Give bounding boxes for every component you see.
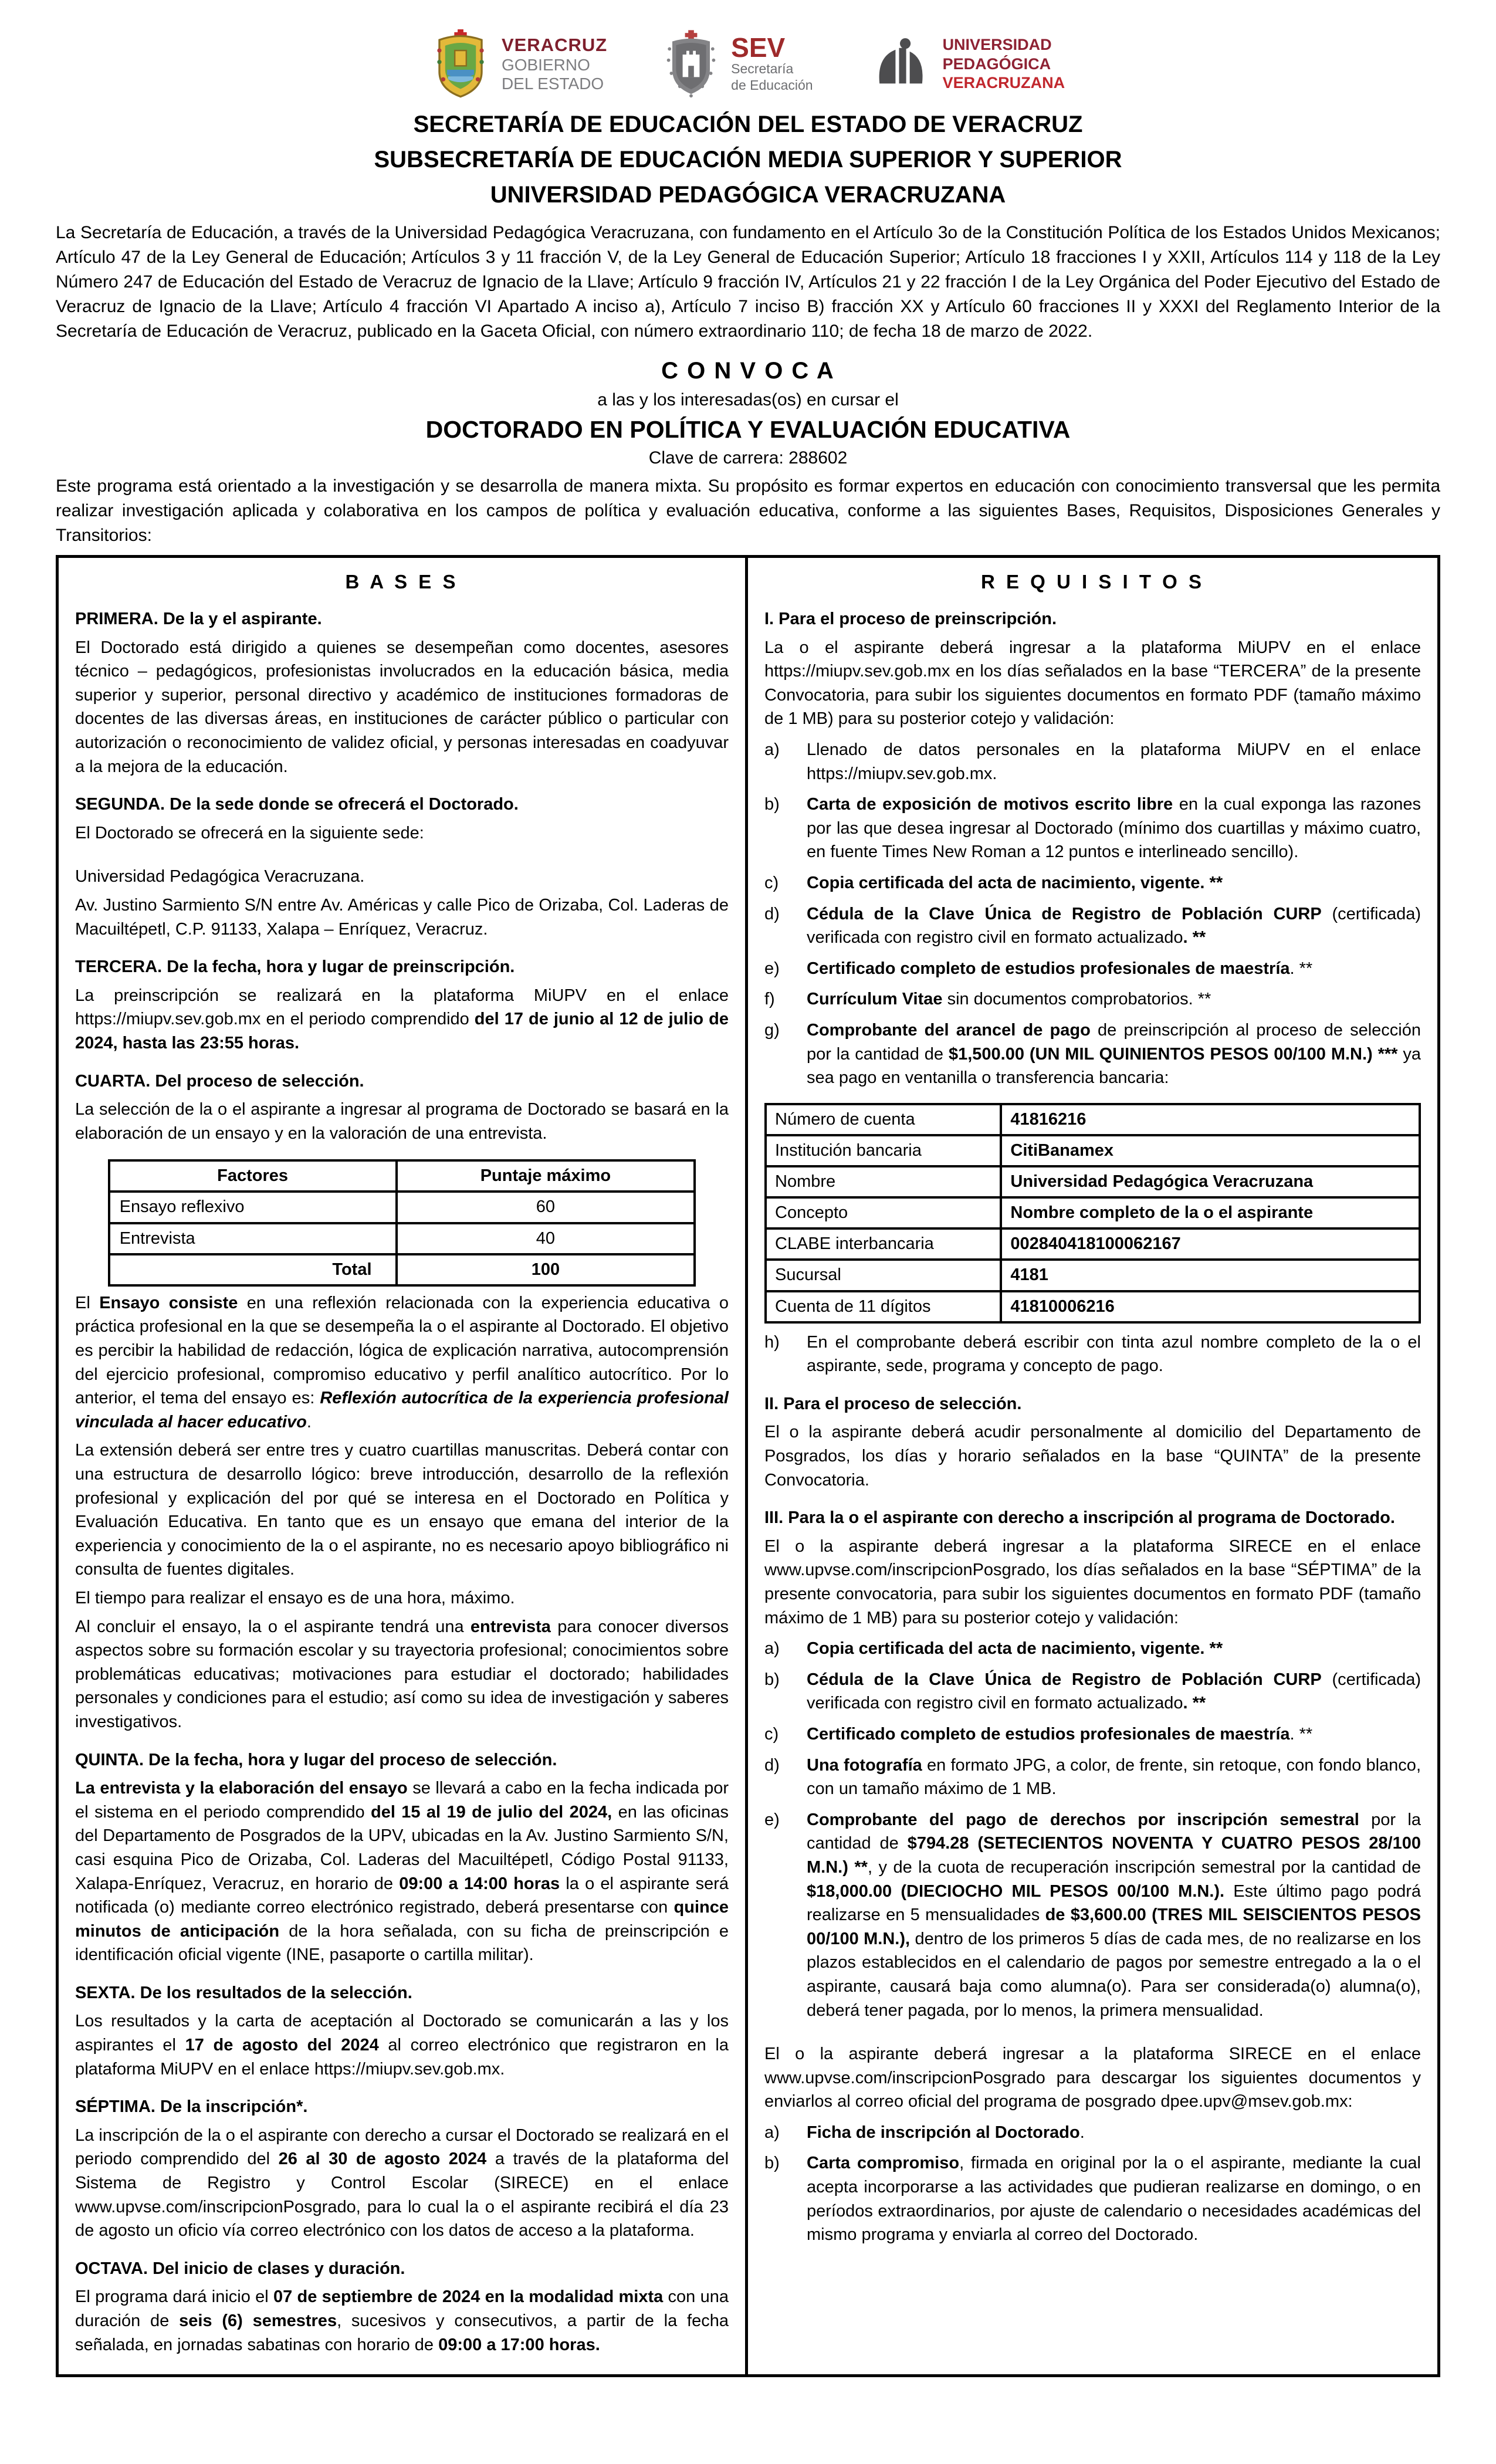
text-segment: Copia certificada del acta de nacimiento, vigente. <box>807 873 1205 892</box>
bank-value-cell: Nombre completo de la o el aspirante <box>1001 1197 1420 1228</box>
paragraph <box>75 1615 729 1734</box>
list-marker: b) <box>764 795 780 814</box>
list-item <box>764 987 1421 1011</box>
text-segment: ya sea pago en ventanilla o transferencia bancaria: <box>807 1044 1421 1088</box>
text-segment: (certificada) verificada con registro civil en formato actualizado <box>807 1670 1421 1713</box>
veracruz-gobierno-logo <box>431 29 607 99</box>
text-segment: . ** <box>1183 928 1206 947</box>
text-segment: $794.28 (SETECIENTOS NOVENTA Y CUATRO PESOS 28/100 M.N.) <box>807 1834 1421 1877</box>
text-segment: en la cual exponga las razones por las que desea ingresar al Doctorado (mínimo dos cuartillas y máximo cuatro, en fuente Times New Roman a 12 puntos e interlineado sencillo). <box>807 795 1421 862</box>
list-item-text <box>807 1754 1421 1801</box>
text-segment: Este último pago podrá realizarse en 5 mensualidades <box>807 1881 1421 1925</box>
text-segment: Ficha de inscripción al Doctorado <box>807 2123 1080 2142</box>
list-item-text <box>807 793 1421 864</box>
paragraph: El o la aspirante deberá ingresar a la plataforma SIRECE en el enlace www.upvse.com/inscripcionPosgrado, los días señalados en la base “SÉPTIMA” de la presente convocatoria, para subir los siguientes documentos en formato PDF (tamaño máximo de 1 MB) para su posterior cotejo y validación: <box>764 1536 1421 1627</box>
text-segment: Ensayo consiste <box>99 1293 238 1312</box>
text-segment: *** <box>1372 1044 1398 1064</box>
legal-foundation-paragraph: La Secretaría de Educación, a través de la Universidad Pedagógica Veracruzana, con fundamento en el Artículo 3o de la Constitución Política de los Estados Unidos Mexicanos; Artículo 47 de la Ley General de Educación; Artículos 3 y 11 fracción V, de la Ley General de Educación Superior; Artículo 18 fracciones I y XXII, Artículos 114 y 118 de la Ley Número 247 de Educación del Estado de Veracruz de Ignacio de la Llave; Artículo 9 fracción IV, Artículos 21 y 22 fracción I de la Ley Orgánica del Poder Ejecutivo del Estado de Veracruz de Ignacio de la Llave; Artículo 4 fracción VI Apartado A inciso a), Artículo 7 inciso B) fracción XX y Artículo 60 fracciones II y XXXI del Reglamento Interior de la Secretaría de Educación de Veracruz, publicado en la Gaceta Oficial, con número extraordinario 110; de fecha 18 de marzo de 2022. <box>56 223 1440 341</box>
program-description-paragraph: Este programa está orientado a la investigación y se desarrolla de manera mixta. Su propósito es formar expertos en educación con conocimiento transversal que les permita realizar investigación aplicada y colaborativa en los campos de política y evaluación educativa, conforme a las siguientes Bases, Requisitos, Disposiciones Generales y Transitorios: <box>56 476 1440 545</box>
list-marker: h) <box>764 1332 780 1352</box>
paragraph <box>75 984 729 1055</box>
text-segment: . ** <box>1289 959 1313 978</box>
text-segment: 17 de agosto del 2024 <box>185 2036 379 2055</box>
text-segment: del 17 de junio al 12 de julio de 2024, hasta las 23:55 horas. <box>75 1010 729 1052</box>
text-segment: Certificado completo de estudios profesionales de maestría <box>807 959 1290 978</box>
upv-logo <box>869 35 1065 93</box>
list-item-text <box>807 2121 1421 2145</box>
list-item <box>764 1722 1421 1747</box>
table-row <box>766 1104 1420 1135</box>
sev-logo-line: de Educación <box>731 77 813 93</box>
table-cell: 60 <box>397 1192 695 1223</box>
text-segment: Reflexión autocrítica de la experiencia profesional vinculada al hacer educativo <box>75 1389 729 1431</box>
upv-logo-line: UNIVERSIDAD <box>942 36 1052 54</box>
list-item <box>764 2121 1421 2145</box>
text-segment: $1,500.00 (UN MIL QUINIENTOS PESOS 00/100 M.N.) <box>948 1044 1373 1064</box>
bank-value-cell: 41816216 <box>1001 1104 1420 1135</box>
table-cell: 100 <box>397 1254 695 1285</box>
veracruz-logo-line: VERACRUZ <box>501 34 608 55</box>
text-segment: quince minutos de anticipación <box>75 1898 729 1941</box>
text-segment: ** <box>848 1857 868 1877</box>
text-segment: Comprobante del arancel de pago <box>807 1020 1091 1040</box>
list-item <box>764 957 1421 981</box>
two-column-body <box>56 555 1440 2377</box>
list-item-text <box>807 1722 1421 1747</box>
text-segment: La preinscripción se realizará en la plataforma MiUPV en el enlace https://miupv.sev.gob.mx en el periodo comprendido <box>75 986 729 1029</box>
text-segment: La inscripción de la o el aspirante con derecho a cursar el Doctorado se realizará en el periodo comprendido del <box>75 2125 729 2169</box>
text-segment: Comprobante del pago de derechos por inscripción semestral <box>807 1810 1359 1829</box>
text-segment: 07 de septiembre de 2024 en la modalidad mixta <box>273 2287 664 2307</box>
bank-value-cell: CitiBanamex <box>1001 1135 1420 1166</box>
text-segment: en las oficinas del Departamento de Posgrados de la UPV, ubicadas en la Av. Justino Sarmiento S/N, casi esquina Pico de Orizaba, Col. Laderas del Macuiltépetl, Código Postal 91133, Xalapa-Enríquez, Veracruz, en horario de <box>75 1802 729 1893</box>
list-item <box>764 871 1421 895</box>
paragraph: El o la aspirante deberá ingresar a la plataforma SIRECE en el enlace www.upvse.com/inscripcionPosgrado para descargar los siguientes documentos y enviarlos al correo oficial del programa de posgrado dpee.upv@msev.gob.mx: <box>764 2045 1421 2111</box>
text-segment: de $3,600.00 (TRES MIL SEISCIENTOS PESOS 00/100 M.N.), <box>807 1905 1421 1948</box>
table-cell: 40 <box>397 1223 695 1254</box>
list-item-text <box>807 871 1421 895</box>
document-titles <box>56 107 1440 212</box>
text-segment: , sucesivos y consecutivos, a partir de la fecha señalada, en jornadas sabatinas con horario de <box>75 2311 729 2354</box>
list-marker: f) <box>764 990 775 1009</box>
text-segment: con una duración de <box>75 2287 729 2330</box>
bank-payment-table <box>764 1103 1421 1324</box>
list-item <box>764 793 1421 864</box>
paragraph <box>75 1291 729 1434</box>
text-segment: dentro de los primeros 5 días de cada mes, de no realizarse en los plazos establecidos en el calendario de pagos por semestre entregado a la o el aspirante, causará baja como alumna(o). Para ser considerada(o) alumna(o), deberá tener pagada, por lo menos, la primera mensualidad. <box>807 1929 1421 2020</box>
paragraph <box>75 2285 729 2357</box>
list-marker: a) <box>764 2123 780 2142</box>
title-subsecretaria: SUBSECRETARÍA DE EDUCACIÓN MEDIA SUPERIOR Y SUPERIOR <box>374 147 1122 172</box>
list-marker: b) <box>764 2154 780 2173</box>
list-item <box>764 1637 1421 1661</box>
bank-label-cell: CLABE interbancaria <box>766 1228 1001 1260</box>
text-segment: en formato JPG, a color, de frente, sin retoque, con fondo blanco, con un tamaño máximo de 1 MB. <box>807 1755 1421 1799</box>
paragraph: El Doctorado se ofrecerá en la siguiente sede: <box>75 823 424 842</box>
section-heading: QUINTA. De la fecha, hora y lugar del proceso de selección. <box>75 1750 557 1769</box>
text-segment: La entrevista y la elaboración del ensayo <box>75 1779 408 1798</box>
bank-label-cell: Concepto <box>766 1197 1001 1228</box>
list-item-text: Llenado de datos personales en la plataforma MiUPV en el enlace https://miupv.sev.gob.mx. <box>807 740 1421 783</box>
text-segment: Una fotografía <box>807 1755 922 1775</box>
text-segment: Cédula de la Clave Única de Registro de Población CURP <box>807 1670 1322 1689</box>
list-item <box>764 1018 1421 1090</box>
table-row <box>766 1135 1420 1166</box>
list-item <box>764 1754 1421 1801</box>
text-segment: El programa dará inicio el <box>75 2287 274 2307</box>
table-header-cell: Puntaje máximo <box>397 1160 695 1192</box>
text-segment: se llevará a cabo en la fecha indicada por el sistema en el periodo comprendido <box>75 1779 729 1822</box>
paragraph: La o el aspirante deberá ingresar a la plataforma MiUPV en el enlace https://miupv.sev.gob.mx en los días señalados en la base “TERCERA” de la presente Convocatoria, para subir los siguientes documentos en formato PDF (tamaño máximo de 1 MB) para su posterior cotejo y validación: <box>764 638 1421 729</box>
section-heading: TERCERA. De la fecha, hora y lugar de preinscripción. <box>75 957 515 977</box>
table-row <box>109 1192 695 1223</box>
list-marker: d) <box>764 904 780 923</box>
text-segment: Los resultados y la carta de aceptación al Doctorado se comunicarán a las y los aspirantes el <box>75 2012 729 2055</box>
text-segment: . ** <box>1183 1694 1206 1713</box>
table-row <box>766 1228 1420 1260</box>
text-segment: 26 al 30 de agosto 2024 <box>278 2150 487 2169</box>
text-segment: de preinscripción al proceso de selección por la cantidad de <box>807 1020 1421 1064</box>
veracruz-crest-icon <box>431 29 490 99</box>
text-segment: . ** <box>1289 1724 1313 1744</box>
text-segment: Certificado completo de estudios profesionales de maestría <box>807 1724 1290 1744</box>
veracruz-logo-line: GOBIERNO <box>501 55 590 74</box>
veracruz-logo-line: DEL ESTADO <box>501 74 604 93</box>
column-title: B A S E S <box>345 571 459 593</box>
paragraph: El tiempo para realizar el ensayo es de una hora, máximo. <box>75 1588 515 1607</box>
text-segment: la o el aspirante será notificada (o) mediante correo electrónico registrado, deberá presentarse con <box>75 1874 729 1917</box>
list-marker: c) <box>764 873 779 892</box>
text-segment: Copia certificada del acta de nacimiento, vigente. <box>807 1639 1205 1659</box>
text-segment: Al concluir el ensayo, la o el aspirante tendrá una <box>75 1617 471 1636</box>
program-name: DOCTORADO EN POLÍTICA Y EVALUACIÓN EDUCATIVA <box>425 416 1071 443</box>
section-heading: I. Para el proceso de preinscripción. <box>764 610 1057 628</box>
career-code: Clave de carrera: 288602 <box>648 448 848 468</box>
header-logos <box>56 29 1440 99</box>
list-item-text <box>807 987 1421 1011</box>
section-heading: SÉPTIMA. De la inscripción*. <box>75 2097 308 2117</box>
text-segment: Carta compromiso <box>807 2154 960 2173</box>
bank-value-cell: 4181 <box>1001 1260 1420 1291</box>
title-universidad: UNIVERSIDAD PEDAGÓGICA VERACRUZANA <box>490 182 1006 208</box>
upv-logo-line: VERACRUZANA <box>942 74 1065 92</box>
text-segment: de la hora señalada, con su ficha de preinscripción e identificación oficial vigente (INE, pasaporte o cartilla militar). <box>75 1921 729 1965</box>
list-marker: d) <box>764 1755 780 1775</box>
text-segment: en una reflexión relacionada con la experiencia educativa o práctica profesional en la que se desempeña la o el aspirante al Doctorado. El objetivo es percibir la habilidad de redacción, lógica de explicación narrativa, autocomprensión del ejercicio profesional, compromiso educativo y perfil analítico autocrítico. Por lo anterior, el tema del ensayo es: <box>75 1293 729 1408</box>
bank-label-cell: Institución bancaria <box>766 1135 1001 1166</box>
list-item-text <box>807 2151 1421 2246</box>
text-segment: entrevista <box>470 1617 551 1636</box>
text-segment: , firmada en original por la o el aspirante, mediante la cual acepta incorporarse a las actividades que pudieran realizarse en domingo, o en períodos extraordinarios, por ajuste de calendario o necesidades académicas del mismo programa y enviarla al correo del Doctorado. <box>807 2154 1421 2245</box>
bank-label-cell: Nombre <box>766 1166 1001 1197</box>
text-segment: ** <box>1204 873 1223 892</box>
section-heading: PRIMERA. De la y el aspirante. <box>75 610 322 628</box>
bases-column <box>59 558 748 2374</box>
table-total-row <box>109 1254 695 1285</box>
text-segment: $18,000.00 (DIECIOCHO MIL PESOS 00/100 M.N.). <box>807 1881 1225 1901</box>
table-row <box>766 1260 1420 1291</box>
text-segment: El <box>75 1293 100 1312</box>
list-item-text <box>807 1808 1421 2022</box>
section-heading: SEXTA. De los resultados de la selección. <box>75 1983 412 2002</box>
sev-shield-icon <box>663 29 719 99</box>
text-segment: del 15 al 19 de julio del 2024, <box>371 1802 612 1822</box>
list-item-text <box>807 902 1421 950</box>
text-segment: a través de la plataforma del Sistema de Registro y Control Escolar (SIRECE) en el enlace www.upvse.com/inscripcionPosgrado, para lo cual la o el aspirante recibirá el día 23 de agosto un oficio vía correo electrónico con los datos de acceso a la plataforma. <box>75 2150 729 2240</box>
text-segment: al correo electrónico que registraron en la plataforma MiUPV en el enlace https://miupv.sev.gob.mx. <box>75 2036 729 2079</box>
paragraph: La extensión deberá ser entre tres y cuatro cuartillas manuscritas. Deberá contar con una estructura de desarrollo lógico: breve introducción, desarrollo de la reflexión profesional y explicación del por qué se interesa en el Doctorado en Política y Evaluación Educativa. En tanto que es un ensayo que emana del interior de la experiencia y conocimiento de la o el aspirante, no es necesario apoyo bibliográfico ni consulta de fuentes digitales. <box>75 1441 729 1579</box>
paragraph: El o la aspirante deberá acudir personalmente al domicilio del Departamento de Posgrados, los días y horario señalados en la base “QUINTA” de la presente Convocatoria. <box>764 1423 1421 1490</box>
table-header-cell: Factores <box>109 1160 397 1192</box>
column-title: R E Q U I S I T O S <box>980 571 1205 593</box>
list-item <box>764 1808 1421 2022</box>
list-marker: e) <box>764 1810 780 1829</box>
bank-value-cell: Universidad Pedagógica Veracruzana <box>1001 1166 1420 1197</box>
upv-logo-line: PEDAGÓGICA <box>942 55 1051 73</box>
sev-logo <box>663 29 813 99</box>
title-secretaria: SECRETARÍA DE EDUCACIÓN DEL ESTADO DE VERACRUZ <box>413 111 1083 137</box>
text-segment: para conocer diversos aspectos sobre su formación escolar y su trayectoria profesional; conocimientos sobre problemáticas educativas; motivaciones para estudiar el doctorado; habilidades personales y condiciones para el estudio; así como su idea de investigación y saberes investigativos. <box>75 1617 729 1731</box>
list-marker: g) <box>764 1020 780 1040</box>
selection-factors-table <box>108 1159 696 1287</box>
text-segment: . <box>1079 2123 1085 2142</box>
convoca-heading: C O N V O C A <box>661 358 835 384</box>
text-segment: Currículum Vitae <box>807 990 943 1009</box>
table-row <box>766 1166 1420 1197</box>
paragraph <box>75 1776 729 1967</box>
table-row <box>766 1197 1420 1228</box>
bank-label-cell: Cuenta de 11 dígitos <box>766 1291 1001 1322</box>
sev-logo-line: Secretaría <box>731 61 794 77</box>
list-item-text <box>807 1668 1421 1715</box>
text-segment: por la cantidad de <box>807 1810 1421 1853</box>
list-item-text: En el comprobante deberá escribir con tinta azul nombre completo de la o el aspirante, sede, programa y concepto de pago. <box>807 1332 1421 1376</box>
convoca-subline: a las y los interesadas(os) en cursar el <box>597 390 899 409</box>
text-segment: . <box>306 1412 312 1431</box>
paragraph: Av. Justino Sarmiento S/N entre Av. Américas y calle Pico de Orizaba, Col. Laderas de Macuiltépetl, C.P. 91133, Xalapa – Enríquez, Veracruz. <box>75 895 729 939</box>
table-cell: Entrevista <box>109 1223 397 1254</box>
section-heading: CUARTA. Del proceso de selección. <box>75 1071 364 1091</box>
list-item <box>764 738 1421 786</box>
paragraph <box>75 2124 729 2243</box>
list-item <box>764 902 1421 950</box>
list-item-text <box>807 957 1421 981</box>
list-marker: a) <box>764 1639 780 1659</box>
table-row <box>109 1223 695 1254</box>
requisitos-column <box>748 558 1437 2374</box>
text-segment: 09:00 a 14:00 horas <box>399 1874 560 1893</box>
list-marker: a) <box>764 740 780 759</box>
bank-value-cell: 002840418100062167 <box>1001 1228 1420 1260</box>
list-item <box>764 2151 1421 2246</box>
list-item <box>764 1331 1421 1378</box>
text-segment: , y de la cuota de recuperación inscripción semestral por la cantidad de <box>867 1857 1421 1877</box>
text-segment: sin documentos comprobatorios. ** <box>942 990 1211 1009</box>
list-item-text <box>807 1018 1421 1090</box>
table-cell: Ensayo reflexivo <box>109 1192 397 1223</box>
paragraph <box>75 2009 729 2081</box>
bank-value-cell: 41810006216 <box>1001 1291 1420 1322</box>
paragraph: La selección de la o el aspirante a ingresar al programa de Doctorado se basará en la elaboración de un ensayo y en la valoración de una entrevista. <box>75 1100 729 1143</box>
paragraph: Universidad Pedagógica Veracruzana. <box>75 867 365 886</box>
section-heading: II. Para el proceso de selección. <box>764 1394 1022 1413</box>
text-segment: ** <box>1204 1639 1223 1659</box>
bank-label-cell: Número de cuenta <box>766 1104 1001 1135</box>
list-marker: e) <box>764 959 780 978</box>
section-heading: OCTAVA. Del inicio de clases y duración. <box>75 2259 405 2278</box>
text-segment: seis (6) semestres <box>179 2311 337 2330</box>
text-segment: Carta de exposición de motivos escrito libre <box>807 795 1173 814</box>
sev-logo-title: SEV <box>731 32 786 63</box>
paragraph: El Doctorado está dirigido a quienes se desempeñan como docentes, asesores técnico – pedagógicos, profesionistas involucrados en la educación básica, media superior y superior, personal directivo y académico de instituciones formadoras de docentes de las diversas áreas, en instituciones de carácter público o particular con autorización o reconocimiento de validez oficial, y personas interesadas en coadyuvar a la mejora de la educación. <box>75 638 729 776</box>
table-cell: Total <box>109 1254 397 1285</box>
list-marker: c) <box>764 1724 779 1744</box>
list-marker: b) <box>764 1670 780 1689</box>
table-row <box>109 1160 695 1192</box>
text-segment: 09:00 a 17:00 horas. <box>438 2335 600 2354</box>
section-heading: SEGUNDA. De la sede donde se ofrecerá el Doctorado. <box>75 795 519 814</box>
table-row <box>766 1291 1420 1322</box>
bank-label-cell: Sucursal <box>766 1260 1001 1291</box>
list-item-text <box>807 1637 1421 1661</box>
section-heading: III. Para la o el aspirante con derecho a inscripción al programa de Doctorado. <box>764 1508 1395 1528</box>
upv-figure-icon <box>869 35 931 93</box>
text-segment: Cédula de la Clave Única de Registro de Población CURP <box>807 904 1322 923</box>
list-item <box>764 1668 1421 1715</box>
text-segment: (certificada) verificada con registro civil en formato actualizado <box>807 904 1421 947</box>
